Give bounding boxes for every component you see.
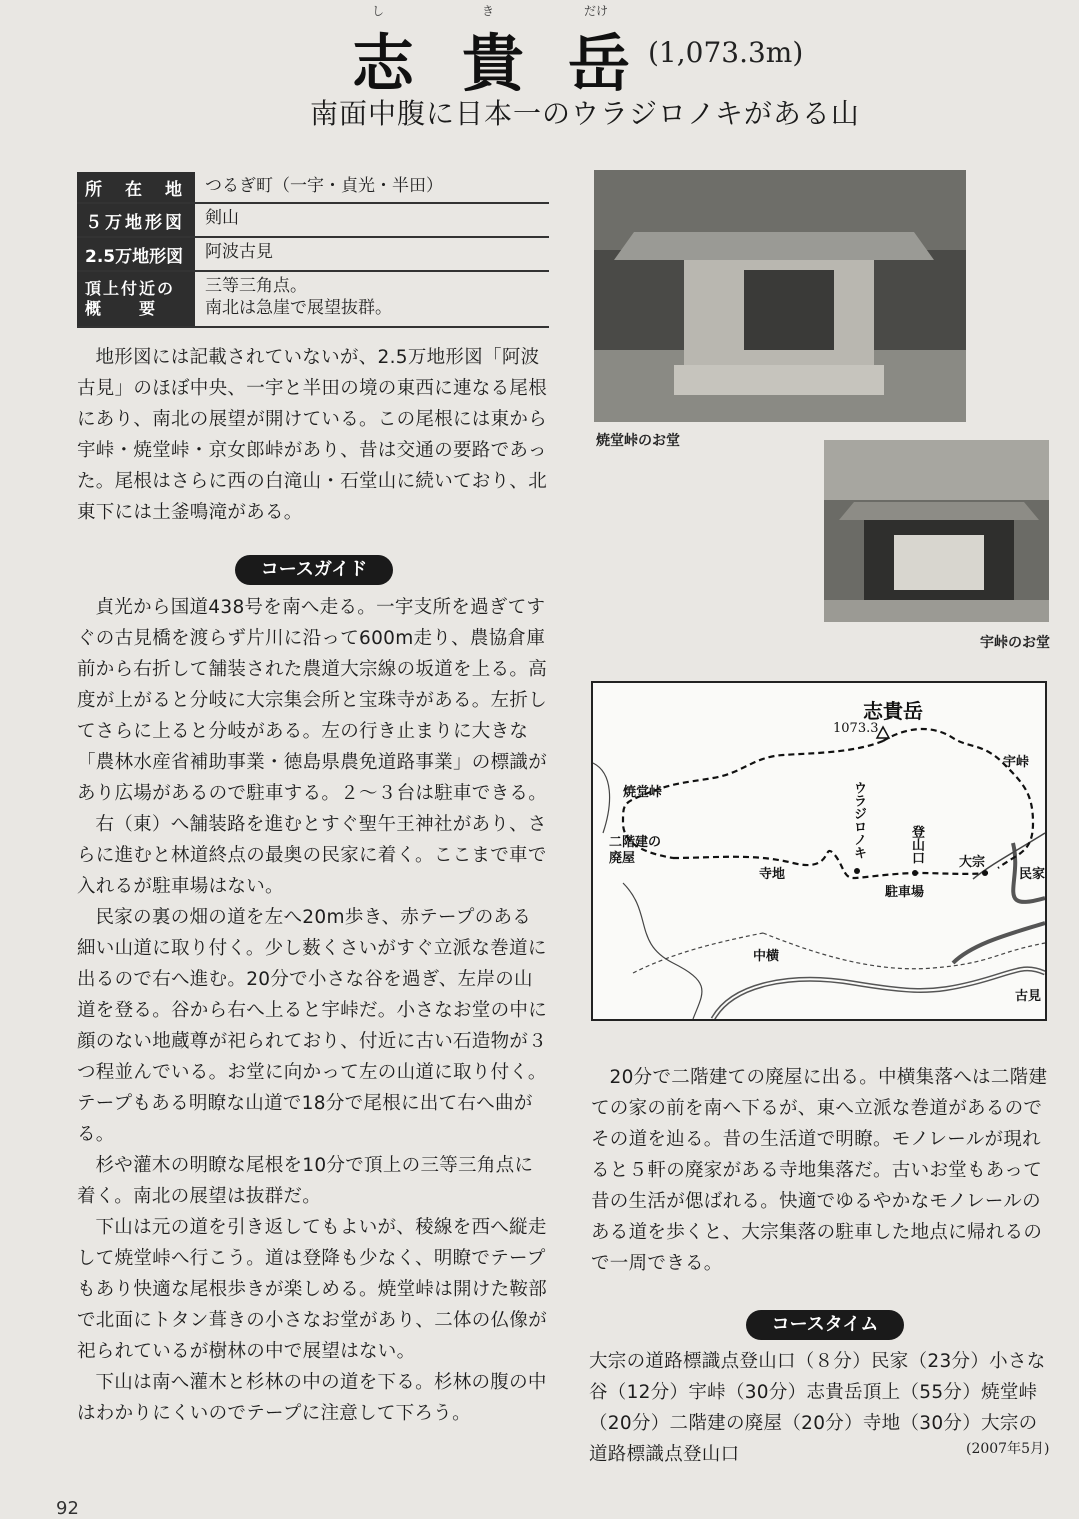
info-value: 阿波古見 — [205, 242, 273, 262]
guide-paragraph: 貞光から国道438号を南へ走る。一宇支所を過ぎてすぐの古見橋を渡らず片川に沿って600m走り、農協倉庫前から右折して舗装された農道大宗線の坂道を上る。高度が上がると分岐に大宗集会所と宝珠寺がある。左折してさらに上ると分岐がある。左の行き止まりに大きな「農林水産省補助事業・徳島県農免道路事業」の標識があり広場があるので駐車する。２～３台は駐車できる。 — [77, 597, 548, 804]
course-time-paragraph: 大宗の道路標識点登山口（８分）民家（23分）小さな谷（12分）宇峠（30分）志貴岳頂上（55分）焼堂峠（20分）二階建の廃屋（20分）寺地（30分）大宗の道路標識点登山口 — [589, 1351, 1046, 1465]
map-label-oomune: 大宗 — [959, 855, 986, 870]
info-row-map50k — [77, 204, 549, 238]
route-map — [591, 681, 1047, 1021]
photo-u-shrine — [824, 440, 1049, 622]
guide-paragraph: 下山は元の道を引き返してもよいが、稜線を西へ縦走して焼堂峠へ行こう。道は登降も少なく、明瞭でテープもあり快適な尾根歩きが楽しめる。焼堂峠は開けた鞍部で北面にトタン葺きの小さなお堂があり、二体の仏像が祀られているが樹林の中で展望はない。 — [77, 1217, 548, 1362]
title-char-3: 岳 — [568, 27, 631, 100]
elevation: (1,073.3m) — [648, 36, 804, 69]
map-label-furumi: 古見 — [1015, 989, 1042, 1004]
right-paragraph: 20分で二階建ての廃屋に出る。中横集落へは二階建ての家の前を南へ下るが、東へ立派な巻道があるのでその道を辿る。昔の生活道で明瞭。モノレールが現れると５軒の廃家がある寺地集落だ。古いお堂もあって昔の生活が偲ばれる。快適でゆるやかなモノレールのある道を歩くと、大宗集落の駐車した地点に帰れるので一周できる。 — [591, 1067, 1048, 1274]
intro-paragraph: 地形図には記載されていないが、2.5万地形図「阿波古見」のほぼ中央、一宇と半田の境の東西に連なる尾根にあり、南北の展望が開けている。この尾根には東から宇峠・焼堂峠・京女郎峠があり、昔は交通の要路であった。尾根はさらに西の白滝山・石堂山に続いており、北東下には土釜鳴滝がある。 — [77, 347, 548, 523]
map-label-nakayoko: 中横 — [753, 949, 780, 964]
page-number: 92 — [56, 1498, 79, 1519]
info-value: つるぎ町（一宇・貞光・半田） — [205, 176, 443, 196]
guide-paragraph: 民家の裏の畑の道を左へ20m歩き、赤テープのある細い山道に取り付く。少し薮くさいがすぐ立派な巻道に出るので右へ進む。20分で小さな谷を過ぎ、左岸の山道を登る。谷から右へ上ると宇峠だ。小さなお堂の中に顔のない地蔵尊が祀られており、付近に古い石造物が３つ程並んでいる。お堂に向かって左の山道に取り付く。テープもある明瞭な山道で18分で尾根に出て右へ曲がる。 — [77, 907, 548, 1145]
title-char-2: 貴 — [462, 27, 525, 100]
photo-yakido-shrine — [594, 170, 966, 422]
guide-paragraph: 杉や灌木の明瞭な尾根を10分で頂上の三等三角点に着く。南北の展望は抜群だ。 — [77, 1155, 534, 1207]
course-guide-badge: コースガイド — [235, 555, 393, 585]
info-key: 所 在 地 — [77, 172, 195, 202]
info-key: 頂上付近の概 要 — [77, 272, 195, 326]
map-label-u-toge: 宇峠 — [1003, 755, 1030, 770]
info-key: ５万地形図 — [77, 204, 195, 236]
map-label-jichi: 寺地 — [759, 867, 786, 882]
ruby-dake: だけ — [584, 4, 609, 18]
info-row-summit — [77, 272, 549, 328]
map-label-parking: 駐車場 — [885, 885, 925, 900]
date-note: (2007年5月) — [966, 1441, 1050, 1457]
info-table — [77, 172, 549, 328]
info-value: 三等三角点。 南北は急崖で展望抜群。 — [205, 276, 392, 318]
shrine-photo-graphic — [594, 170, 966, 422]
map-title: 志貴岳 — [863, 699, 923, 723]
shrine-photo-graphic — [824, 440, 1049, 622]
info-row-map25k — [77, 238, 549, 272]
ruby-ki: き — [482, 4, 495, 18]
map-label-yakido-toge: 焼堂峠 — [623, 785, 663, 800]
title-char-1: 志 — [352, 27, 415, 100]
photo-caption-u: 宇峠のお堂 — [980, 635, 1050, 651]
course-time-badge: コースタイム — [746, 1310, 904, 1340]
intro-text — [77, 342, 549, 528]
info-row-location — [77, 172, 549, 204]
info-key: 2.5万地形図 — [77, 238, 195, 270]
photo-caption-yakido: 焼堂峠のお堂 — [596, 433, 680, 449]
guide-paragraph: 下山は南へ灌木と杉林の中の道を下る。杉林の腹の中はわかりにくいのでテープに注意して下ろう。 — [77, 1372, 547, 1424]
guide-paragraph: 右（東）へ舗装路を進むとすぐ聖午王神社があり、さらに進むと林道終点の最奥の民家に着く。ここまで車で入れるが駐車場はない。 — [77, 814, 547, 897]
right-text — [591, 1062, 1049, 1279]
map-label-haioku: 二階建の 廃屋 — [609, 835, 662, 866]
guide-text — [77, 592, 549, 1429]
map-label-minka: 民家 — [1019, 867, 1046, 882]
info-value: 剣山 — [205, 208, 239, 228]
page-subtitle: 南面中腹に日本一のウラジロノキがある山 — [310, 97, 860, 130]
map-label-tozanguchi: 登山口 — [909, 825, 924, 864]
ruby-shi: し — [372, 4, 385, 18]
map-elevation: 1073.3 — [833, 721, 879, 736]
map-label-urajiro: ウラジロノキ — [851, 781, 866, 859]
